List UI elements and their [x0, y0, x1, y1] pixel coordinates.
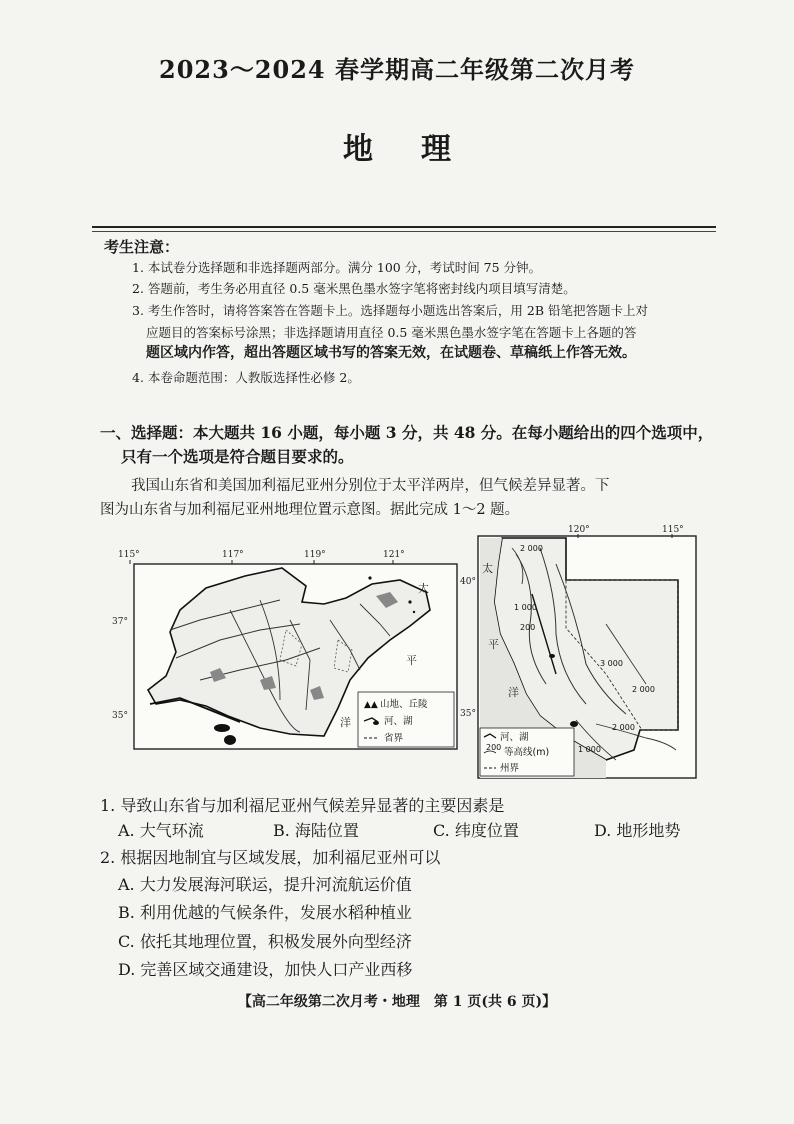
answer-option: B. 海陆位置: [273, 821, 359, 840]
lon-label: 115°: [118, 550, 140, 560]
lat-label: 40°: [460, 577, 476, 587]
notice-item: 3. 考生作答时，请将答案答在答题卡上。选择题每小题选出答案后，用 2B 铅笔把答题卡上对: [132, 303, 648, 318]
section-heading-cont: 只有一个选项是符合题目要求的。: [121, 447, 354, 466]
ocean-char: 平: [488, 638, 499, 651]
contour-label: 2 000: [632, 685, 655, 694]
legend-label: 河、湖: [384, 716, 413, 727]
lon-label: 120°: [568, 525, 590, 535]
lat-label: 35°: [112, 711, 128, 721]
lon-label: 115°: [662, 525, 684, 535]
answer-option: C. 纬度位置: [433, 821, 519, 840]
lat-label: 37°: [112, 617, 128, 627]
answer-option: D. 地形地势: [594, 821, 681, 840]
lat-label: 35°: [460, 709, 476, 719]
notice-heading: 考生注意：: [104, 238, 180, 256]
notice-item: 1. 本试卷分选择题和非选择题两部分。满分 100 分，考试时间 75 分钟。: [132, 260, 542, 275]
legend-label: 省界: [384, 733, 404, 744]
california-map: [456, 524, 706, 782]
header-divider-thin: [92, 231, 716, 232]
answer-option: A. 大气环流: [118, 821, 204, 840]
svg-text:▲▲: ▲▲: [364, 700, 378, 710]
contour-label: 2 000: [612, 723, 635, 732]
shandong-map: [110, 540, 466, 762]
contour-label: 200: [520, 623, 536, 632]
ocean-char: 太: [482, 562, 493, 575]
notice-item: 2. 答题前，考生务必用直径 0.5 毫米黑色墨水签字笔将密封线内项目填写清楚。: [132, 281, 576, 296]
answer-option: B. 利用优越的气候条件，发展水稻种植业: [118, 903, 412, 922]
answer-option: D. 完善区域交通建设，加快人口产业西移: [118, 960, 413, 979]
ocean-char: 洋: [340, 716, 351, 729]
contour-label: 1 000: [578, 745, 601, 754]
intro-text-cont: 图为山东省与加利福尼亚州地理位置示意图。据此完成 1～2 题。: [100, 502, 520, 518]
legend-label: 等高线(m): [504, 747, 550, 758]
contour-label: 1 000: [514, 603, 537, 612]
lon-label: 119°: [304, 550, 326, 560]
question-stem: 2. 根据因地制宜与区域发展，加利福尼亚州可以: [100, 848, 441, 867]
lon-label: 117°: [222, 550, 244, 560]
notice-item: 题区域内作答，超出答题区域书写的答案无效，在试题卷、草稿纸上作答无效。: [146, 345, 636, 361]
notice-item: 4. 本卷命题范围：人教版选择性必修 2。: [132, 370, 360, 385]
lon-label: 121°: [383, 550, 405, 560]
ocean-char: 太: [418, 582, 429, 595]
intro-text: 我国山东省和美国加利福尼亚州分别位于太平洋两岸，但气候差异显著。下: [131, 478, 610, 494]
contour-label: 3 000: [600, 659, 623, 668]
answer-option: A. 大力发展海河联运，提升河流航运价值: [118, 875, 412, 894]
header-divider: [92, 226, 716, 228]
exam-title: 2023～2024 春学期高二年级第二次月考: [159, 55, 635, 84]
ocean-char: 洋: [508, 686, 519, 699]
page-footer: 【高二年级第二次月考・地理 第 1 页(共 6 页)】: [237, 994, 557, 1010]
notice-item: 应题目的答案标号涂黑；非选择题请用直径 0.5 毫米黑色墨水签字笔在答题卡上各题的答: [146, 325, 637, 340]
legend-label: 河、湖: [500, 732, 529, 743]
answer-option: C. 依托其地理位置，积极发展外向型经济: [118, 932, 412, 951]
legend-label: 山地、丘陵: [380, 699, 428, 710]
ocean-char: 平: [406, 654, 417, 667]
section-heading: 一、选择题：本大题共 16 小题，每小题 3 分，共 48 分。在每小题给出的四个选项中，: [100, 423, 714, 442]
subject-title: 地理: [343, 132, 499, 167]
legend-contour-value: 200: [486, 743, 502, 752]
question-stem: 1. 导致山东省与加利福尼亚州气候差异显著的主要因素是: [100, 796, 505, 815]
legend-label: 州界: [500, 763, 520, 774]
contour-label: 2 000: [520, 544, 543, 553]
